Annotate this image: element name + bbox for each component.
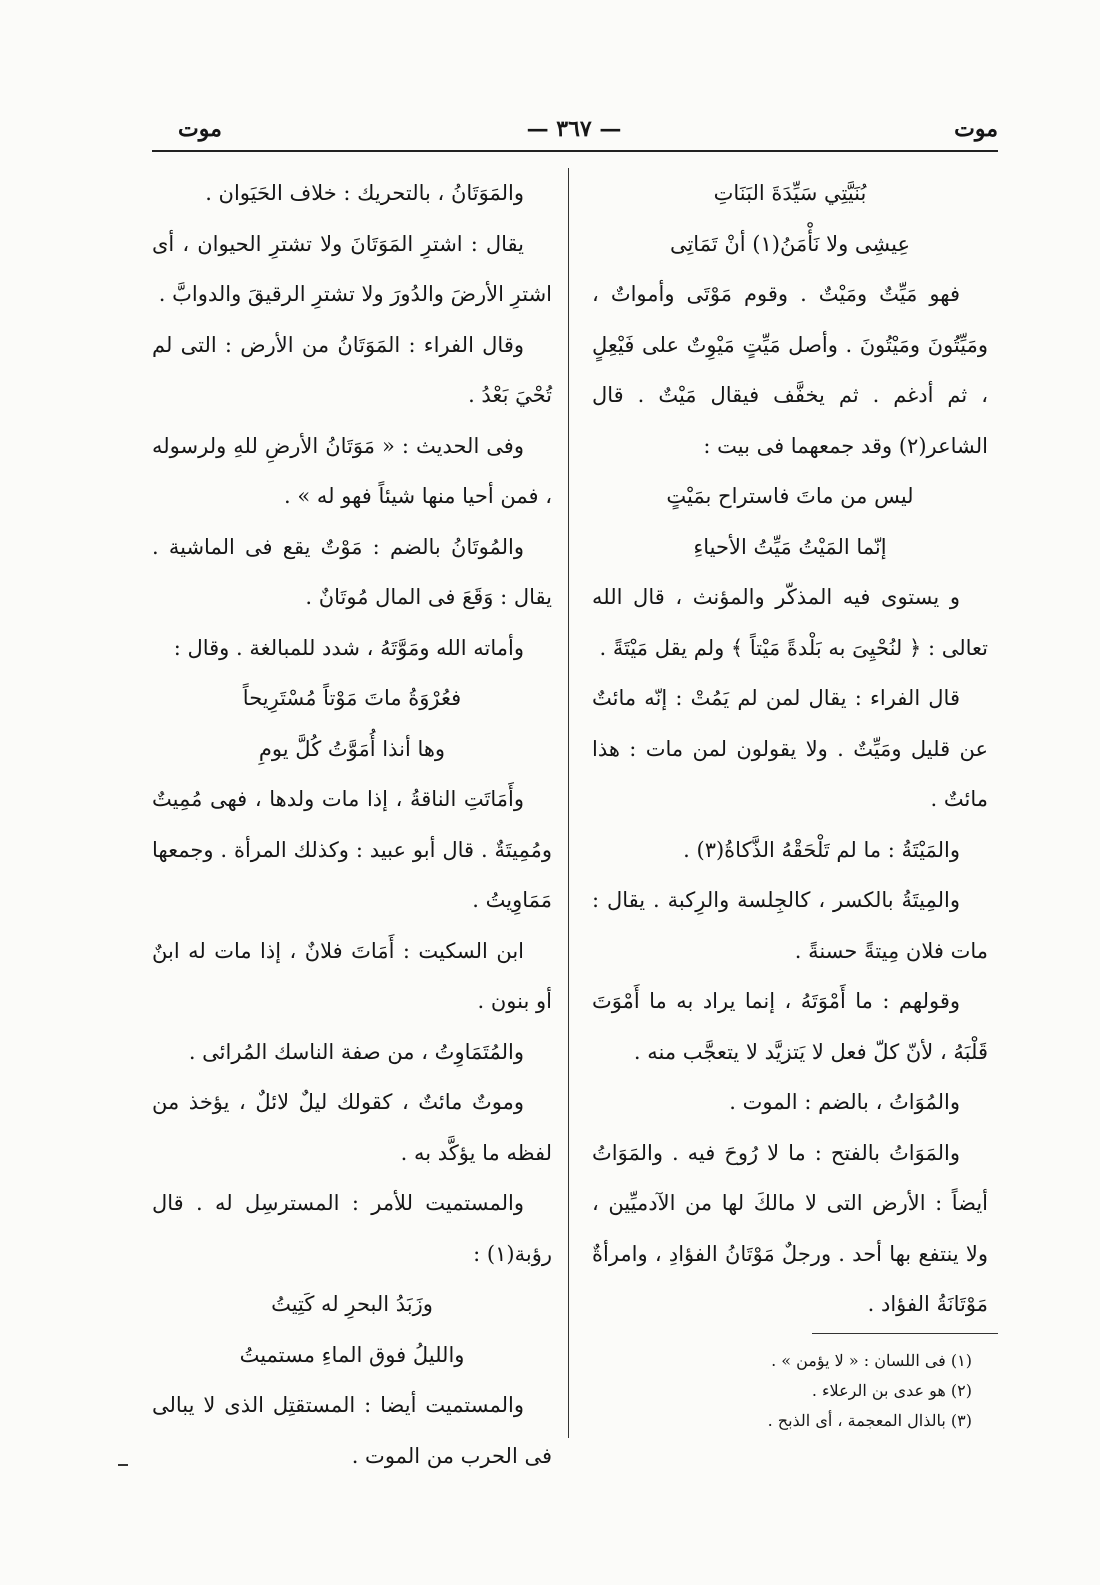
entry-paragraph: وأماته الله ومَوَّتَهُ ، شدد للمبالغة . وقال : [173,635,524,660]
entry-paragraph: والمِيتَةُ بالكسر ، كالجِلسة والرِكبة . يقال : مات فلان مِيتةً حسنةً . [592,888,988,963]
right-column [592,168,988,1330]
verse-line: عِيشِى ولا نَأْمَنُ(١) أنْ تَمَاتِى [669,231,911,256]
entry-paragraph: وقولهم : ما أَمْوَتَهُ ، إنما يراد به ما أَمْوَتَ قَلْبَهُ ، لأنّ كلّ فعل لا يَتزيَّد لا يتعجَّب منه . [592,989,988,1064]
header-keyword-left: موت [178,116,222,142]
entry-paragraph: و يستوى فيه المذكّر والمؤنث ، قال الله تعالى : ﴿ لنُحْيِىَ به بَلْدةً مَيْتاً ﴾ ولم يقل مَيْتَةً . [592,585,988,660]
verse-line: إنّما المَيْتُ مَيِّتُ الأحياءِ [693,534,887,559]
verse-line: فعُرْوَةُ ماتَ مَوْتاً مُسْتَرِيحاً [242,686,462,710]
entry-paragraph: وموتٌ مائتٌ ، كقولك ليلٌ لائلٌ ، يؤخذ من لفظه ما يؤكَّد به . [152,1090,552,1165]
footnote: (٢) هو عدى بن الرعلاء . [811,1381,972,1400]
entry-paragraph: والمُتَمَاوِتُ ، من صفة الناسك المُرائى . [188,1039,524,1064]
left-column [152,168,552,1481]
entry-paragraph: والمَوَاتُ بالفتح : ما لا رُوحَ فيه . والمَوَاتُ أيضاً : الأرض التى لا مالكَ لها من الآدميِّين ، ولا ينتفع بها أحد . ورجلٌ مَوْتَانُ الفؤادِ ، وامرأةٌ مَوْتَانَةُ الفؤاد . [592,1140,988,1316]
footnote: (١) فى اللسان : « لا يؤمن » . [771,1351,972,1370]
entry-paragraph: والمستميت أيضا : المستقتِل الذى لا يبالى فى الحرب من الموت . [152,1393,552,1468]
verse-line: وزَبَدُ البحرِ له كَتِيتُ [271,1292,433,1316]
entry-paragraph: ابن السكيت : أَمَاتَ فلانٌ ، إذا مات له ابنٌ أو بنون . [152,938,552,1013]
margin-mark [118,1464,128,1466]
entry-paragraph: والمُوَاتُ ، بالضم : الموت . [729,1090,960,1114]
entry-paragraph: وأَمَاتَتِ الناقةُ ، إذا مات ولدها ، فهى مُمِيتٌ ومُمِيتَةٌ . قال أبو عبيد : وكذلك المرأة . وجمعها مَمَاوِيتُ . [152,787,552,912]
entry-paragraph: والمستميت للأمر : المسترسِل له . قال رؤبة(١) : [152,1191,552,1266]
entry-paragraph: والمُوتَانُ بالضم : مَوْتٌ يقع فى الماشية . يقال : وَقَعَ فى المال مُوتَانٌ . [152,534,552,609]
verse-line: وها أنذا أُمَوَّتُ كُلَّ يومِ [258,736,446,761]
header-keyword-right: موت [954,116,998,142]
entry-paragraph: فهو مَيِّتٌ ومَيْتٌ . وقوم مَوْتَى وأمواتٌ ، ومَيِّتُونَ ومَيْتُونَ . وأصل مَيِّتٍ مَيْوِتٌ على فَيْعِلٍ ، ثم أدغم . ثم يخفَّف فيقال مَيْتٌ . قال الشاعر(٢) وقد جمعهما فى بيت : [592,282,988,458]
header-rule [152,150,998,152]
page-number: — ٣٦٧ — [526,116,622,142]
entry-paragraph: قال الفراء : يقال لمن لم يَمُتْ : إنّه مائتٌ عن قليل ومَيِّتٌ . ولا يقولون لمن مات : هذا مائتٌ . [592,686,988,811]
column-separator [568,168,569,1438]
verse-line: والليلُ فوق الماءِ مستميتُ [239,1342,465,1367]
footnote-rule [812,1333,998,1334]
entry-paragraph: يقال : اشترِ المَوَتَانَ ولا تشترِ الحيوان ، أى اشترِ الأرضَ والدُورَ ولا تشترِ الرقيقَ والدوابَّ . [152,231,552,306]
entry-paragraph: وقال الفراء : المَوَتَانُ من الأرض : التى لم تُحْيَ بَعْدُ . [152,332,552,407]
entry-paragraph: والمَيْتَةُ : ما لم تَلْحَقْهُ الذَّكاةُ(٣) . [683,837,960,862]
verse-line: بُنَيَّتِي سَيِّدَةَ البَنَاتِ [713,181,867,205]
entry-paragraph: وفى الحديث : « مَوَتَانُ الأرضِ للهِ ولرسوله ، فمن أحيا منها شيئاً فهو له » . [152,433,552,508]
verse-line: ليس من ماتَ فاستراح بمَيْتٍ [666,484,914,508]
footnote: (٣) بالذال المعجمة ، أى الذبح . [767,1411,972,1430]
entry-paragraph: والمَوَتَانُ ، بالتحريك : خلاف الحَيَوان . [205,181,524,205]
footnotes [632,1346,972,1436]
page-header [150,116,998,150]
